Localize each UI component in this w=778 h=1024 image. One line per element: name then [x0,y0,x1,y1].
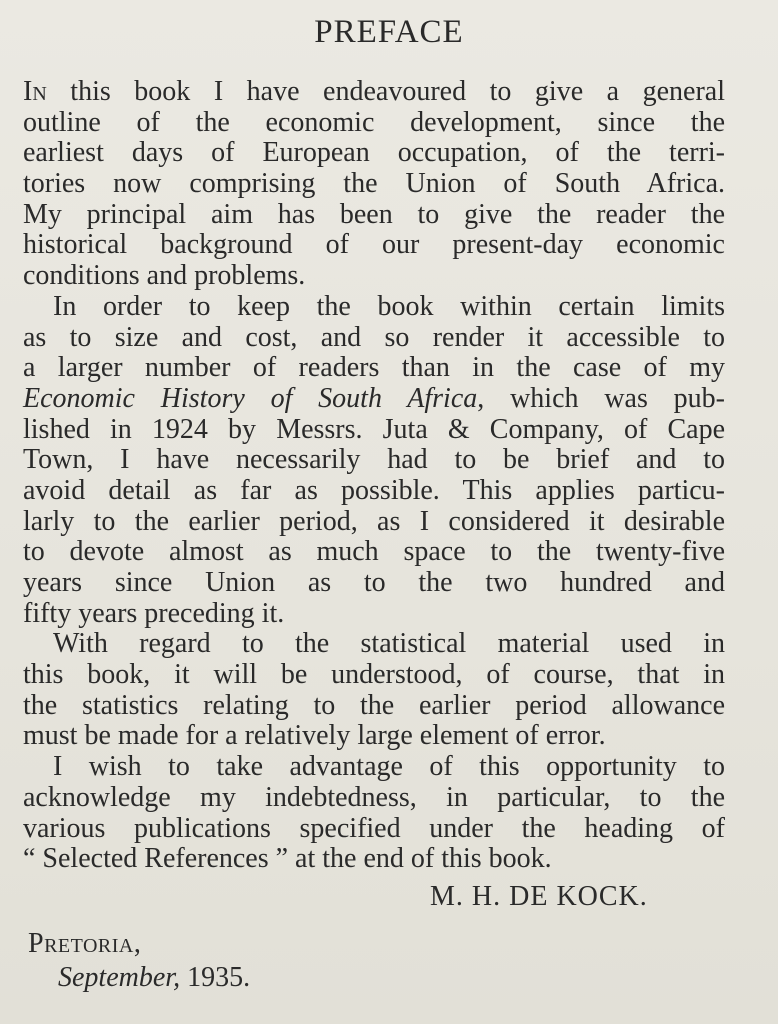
text-line: avoid detail as far as possible. This applies particu- [23,474,725,506]
text-line: lished in 1924 by Messrs. Juta & Company, of Cape [23,413,725,445]
text-line: must be made for a relatively large element of error. [23,720,606,752]
text-line: “ Selected References ” at the end of this book. [23,843,552,875]
text-line: a larger number of readers than in the case of my [23,352,725,384]
text-line: earliest days of European occupation, of the terri- [23,137,725,169]
text-line: larly to the earlier period, as I considered it desirable [23,505,725,537]
text-line: In order to keep the book within certain limits [53,290,725,322]
text-line: various publications specified under the heading of [23,812,725,844]
text-line: this book, it will be understood, of course, that in [23,659,725,691]
text-line: the statistics relating to the earlier period allowance [23,689,725,721]
text-line: Economic History of South Africa, which was pub- [23,382,726,414]
text-line: as to size and cost, and so render it accessible to [23,321,725,353]
author-signature: M. H. DE KOCK. [430,881,648,912]
text-line: In this book I have endeavoured to give a general [23,76,725,107]
text-line: fifty years preceding it. [23,597,285,629]
preface-body [23,77,725,875]
text-line: outline of the economic development, since the [23,106,725,138]
date-year: 1935. [187,962,251,993]
text-line: to devote almost as much space to the twenty-five [23,536,725,568]
text-line: My principal aim has been to give the reader the [23,198,725,230]
text-line: years since Union as to the two hundred and [23,567,725,598]
date-month: September, [58,962,181,993]
text-line: conditions and problems. [23,260,306,292]
text-line: Town, I have necessarily had to be brief and to [23,444,725,476]
page-title: PREFACE [314,14,464,50]
text-line: acknowledge my indebtedness, in particular, to the [23,781,725,813]
text-line: tories now comprising the Union of South Africa. [23,168,725,200]
text-line: historical background of our present-day economic [23,229,725,261]
date-line [58,962,250,994]
place-line: Pretoria, [28,928,142,959]
text-line: I wish to take advantage of this opportunity to [53,751,725,783]
text-line: With regard to the statistical material used in [53,628,725,660]
